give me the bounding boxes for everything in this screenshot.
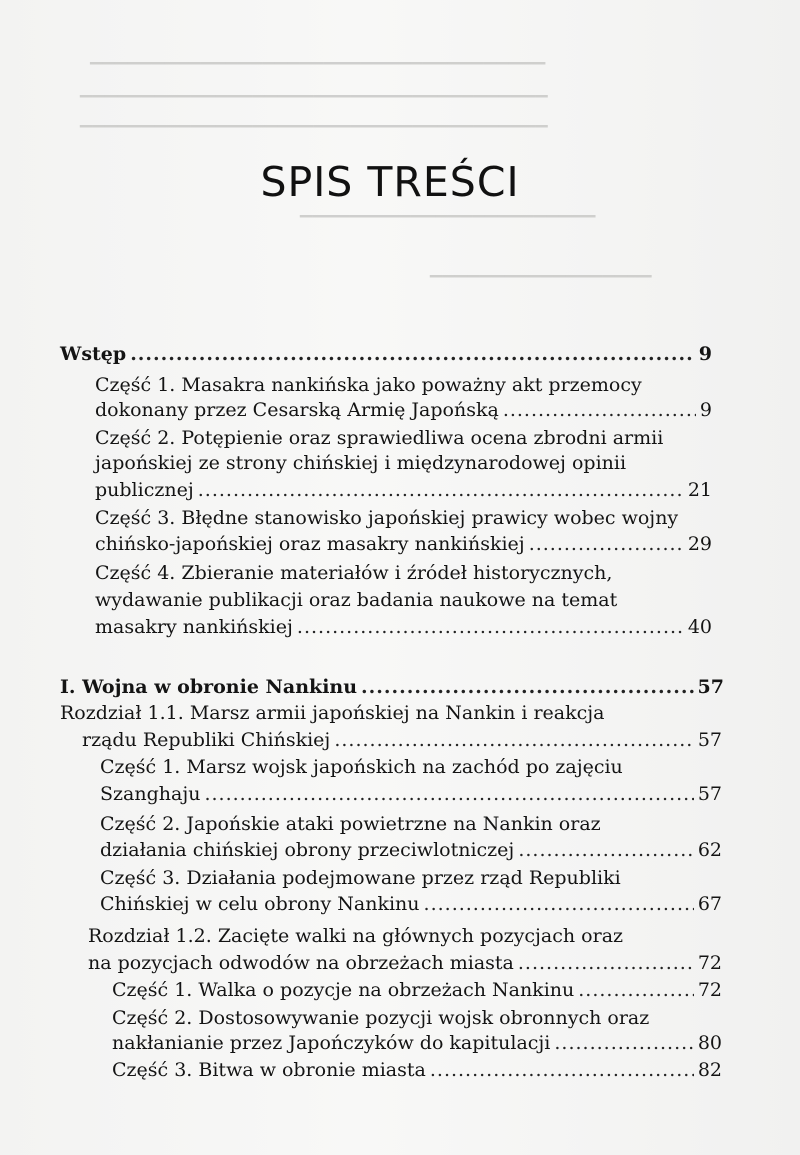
toc-entry-label: działania chińskiej obrony przeciwlotniczej [100,839,515,861]
toc-page-number: 72 [697,979,722,1001]
toc-entry-chapter-1-1-part-1[interactable] [100,782,722,807]
toc-entry-label: Wstęp [60,343,127,365]
toc-entry-line: Część 2. Potępienie oraz sprawiedliwa ocena zbrodni armii [95,427,664,449]
toc-entry-section-1[interactable] [60,675,724,700]
bleed-through-text: ▔▔▔▔▔▔▔▔▔▔▔▔▔▔▔▔▔▔ [430,275,652,294]
dot-leader [334,728,693,753]
toc-page-number: 57 [697,783,722,805]
toc-entry-chapter-1-1-part-3[interactable] [100,892,722,917]
toc-entry-w4[interactable] [95,615,712,640]
toc-entry-label: Część 1. Walka o pozycje na obrzeżach Nankinu [112,979,575,1001]
toc-entry-label: rządu Republiki Chińskiej [82,729,331,751]
toc-entry-label: nakłanianie przez Japończyków do kapitulacji [112,1032,551,1054]
toc-page-number: 57 [697,676,724,698]
toc-entry-label: publicznej [95,479,194,501]
toc-entry-chapter-1-1[interactable] [82,728,722,753]
dot-leader [430,1058,694,1083]
toc-page-number: 40 [687,616,712,638]
toc-entry-line: Część 1. Masakra nankińska jako poważny akt przemocy [95,374,642,396]
page-title: SPIS TREŚCI [260,158,520,206]
toc-page-number: 67 [697,893,722,915]
dot-leader [297,615,684,640]
toc-page-number: 82 [697,1059,722,1081]
toc-entry-line: Część 2. Japońskie ataki powietrzne na Nankin oraz [100,813,601,835]
toc-entry-label: na pozycjach odwodów na obrzeżach miasta [88,952,514,974]
dot-leader [518,838,693,863]
toc-entry-w1[interactable] [95,398,712,423]
bleed-through-text: ▔▔▔▔▔▔▔▔▔▔▔▔▔▔▔▔▔▔▔▔▔▔▔▔▔▔▔▔▔▔▔▔▔▔▔▔▔▔ [80,125,548,144]
toc-entry-w2[interactable] [95,478,712,503]
bleed-through-text: ▔▔▔▔▔▔▔▔▔▔▔▔▔▔▔▔▔▔▔▔▔▔▔▔ [300,215,596,234]
toc-entry-label: Szanghaju [100,783,201,805]
toc-page-number: 72 [697,952,722,974]
dot-leader [198,478,684,503]
toc-page-number: 57 [697,729,722,751]
toc-page-number: 9 [699,399,712,421]
toc-entry-line: japońskiej ze strony chińskiej i międzynarodowej opinii [95,452,627,474]
bleed-through-text: ▔▔▔▔▔▔▔▔▔▔▔▔▔▔▔▔▔▔▔▔▔▔▔▔▔▔▔▔▔▔▔▔▔▔▔▔▔▔ [80,95,548,114]
toc-entry-label: I. Wojna w obronie Nankinu [60,676,358,698]
toc-entry-label: Część 3. Bitwa w obronie miasta [112,1059,426,1081]
toc-entry-chapter-1-2[interactable] [88,951,722,976]
dot-leader [578,978,694,1003]
toc-page-number: 62 [697,839,722,861]
dot-leader [554,1031,693,1056]
toc-entry-label: chińsko-japońskiej oraz masakry nankińskiej [95,533,525,555]
toc-entry-chapter-1-2-part-3[interactable] [112,1058,722,1083]
toc-page-number: 21 [687,479,712,501]
toc-entry-line: Część 3. Działania podejmowane przez rząd Republiki [100,867,621,889]
bleed-through-text: ▔▔▔▔▔▔▔▔▔▔▔▔▔▔▔▔▔▔▔▔▔▔▔▔▔▔▔▔▔▔▔▔▔▔▔▔▔ [90,62,546,81]
dot-leader [204,782,693,807]
toc-entry-label: dokonany przez Cesarską Armię Japońską [95,399,499,421]
toc-entry-w3[interactable] [95,532,712,557]
toc-entry-chapter-1-1-part-2[interactable] [100,838,722,863]
toc-entry-line: Rozdział 1.2. Zacięte walki na głównych pozycjach oraz [88,925,624,947]
dot-leader [518,951,694,976]
toc-page-number: 29 [687,533,712,555]
toc-page-number: 9 [698,343,712,365]
dot-leader [529,532,684,557]
toc-entry-line: Część 1. Marsz wojsk japońskich na zachód po zajęciu [100,756,623,778]
toc-entry-line: wydawanie publikacji oraz badania naukowe na temat [95,589,618,611]
toc-entry-wstep[interactable] [60,342,712,367]
toc-entry-line: Rozdział 1.1. Marsz armii japońskiej na Nankin i reakcja [60,702,605,724]
dot-leader [361,675,694,700]
toc-entry-line: Część 2. Dostosowywanie pozycji wojsk obronnych oraz [112,1007,650,1029]
dot-leader [424,892,694,917]
dot-leader [130,342,695,367]
dot-leader [503,398,696,423]
toc-entry-line: Część 3. Błędne stanowisko japońskiej prawicy wobec wojny [95,507,679,529]
toc-page-number: 80 [697,1032,722,1054]
toc-entry-chapter-1-2-part-2[interactable] [112,1031,722,1056]
toc-entry-label: masakry nankińskiej [95,616,293,638]
toc-entry-label: Chińskiej w celu obrony Nankinu [100,893,420,915]
toc-entry-line: Część 4. Zbieranie materiałów i źródeł historycznych, [95,562,613,584]
toc-entry-chapter-1-2-part-1[interactable] [112,978,722,1003]
